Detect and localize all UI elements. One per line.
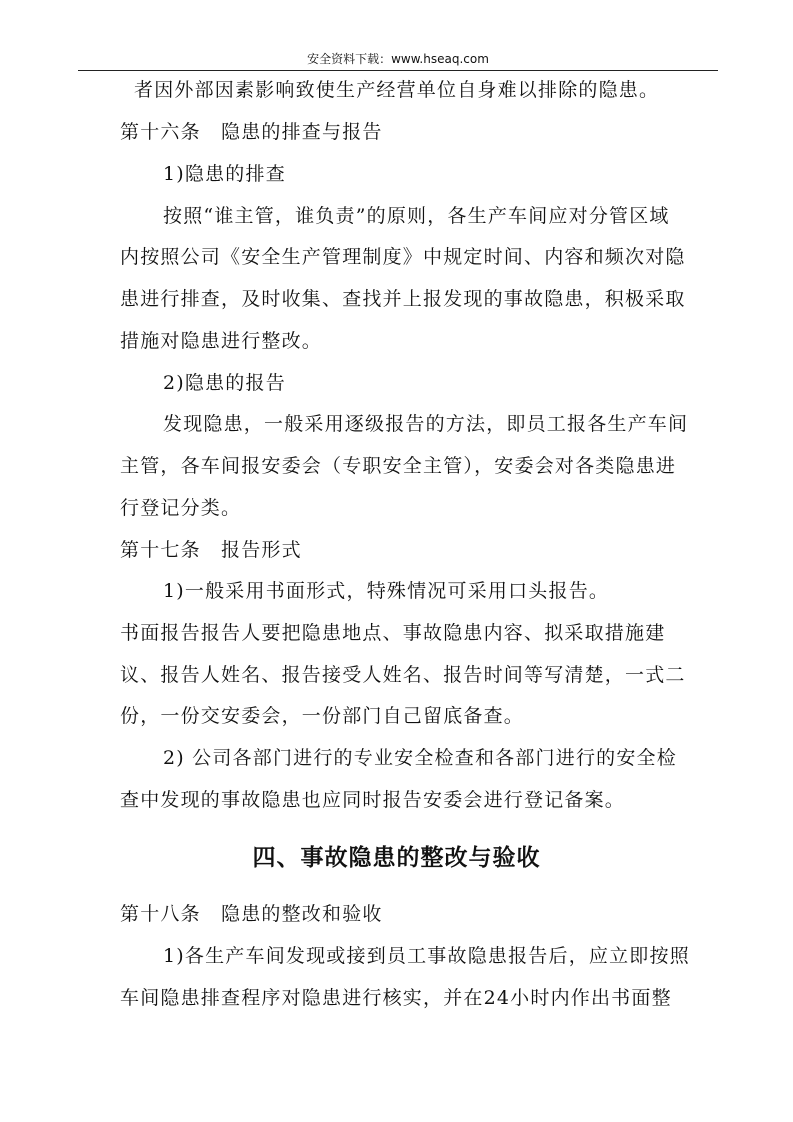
paragraph-line: 内按照公司《安全生产管理制度》中规定时间、内容和频次对隐 — [120, 246, 686, 268]
paragraph-line: 份，一份交安委会，一份部门自己留底备查。 — [120, 705, 525, 727]
subsection-title: 2)隐患的报告 — [163, 372, 286, 394]
subsection-title: 1)隐患的排查 — [163, 163, 286, 185]
paragraph-line: 2) 公司各部门进行的专业安全检查和各部门进行的安全检 — [163, 747, 677, 769]
article-17-title: 第十七条 报告形式 — [120, 539, 302, 561]
paragraph-line: 行登记分类。 — [120, 497, 242, 519]
paragraph-line: 措施对隐患进行整改。 — [120, 330, 323, 352]
page-header: 安全资料下载：www.hseaq.com — [307, 52, 489, 66]
header-divider — [78, 70, 718, 71]
paragraph-line: 主管，各车间报安委会（专职安全主管），安委会对各类隐患进 — [120, 455, 677, 477]
paragraph-line: 查中发现的事故隐患也应同时报告安委会进行登记备案。 — [120, 789, 626, 811]
paragraph-line: 按照“谁主管，谁负责”的原则，各生产车间应对分管区域 — [163, 205, 670, 227]
paragraph-line: 1)各生产车间发现或接到员工事故隐患报告后，应立即按照 — [163, 945, 690, 967]
subsection-title: 1)一般采用书面形式，特殊情况可采用口头报告。 — [163, 580, 610, 602]
paragraph-line: 发现隐患，一般采用逐级报告的方法，即员工报各生产车间 — [163, 413, 689, 435]
paragraph-line: 者因外部因素影响致使生产经营单位自身难以排除的隐患。 — [134, 79, 660, 101]
paragraph-line: 书面报告报告人要把隐患地点、事故隐患内容、拟采取措施建 — [120, 622, 666, 644]
article-18-title: 第十八条 隐患的整改和验收 — [120, 903, 383, 925]
section-heading: 四、事故隐患的整改与验收 — [252, 844, 541, 871]
paragraph-line: 车间隐患排查程序对隐患进行核实，并在24小时内作出书面整 — [120, 987, 672, 1009]
paragraph-line: 患进行排查，及时收集、查找并上报发现的事故隐患，积极采取 — [120, 288, 686, 310]
article-16-title: 第十六条 隐患的排查与报告 — [120, 121, 383, 143]
paragraph-line: 议、报告人姓名、报告接受人姓名、报告时间等写清楚，一式二 — [120, 664, 686, 686]
